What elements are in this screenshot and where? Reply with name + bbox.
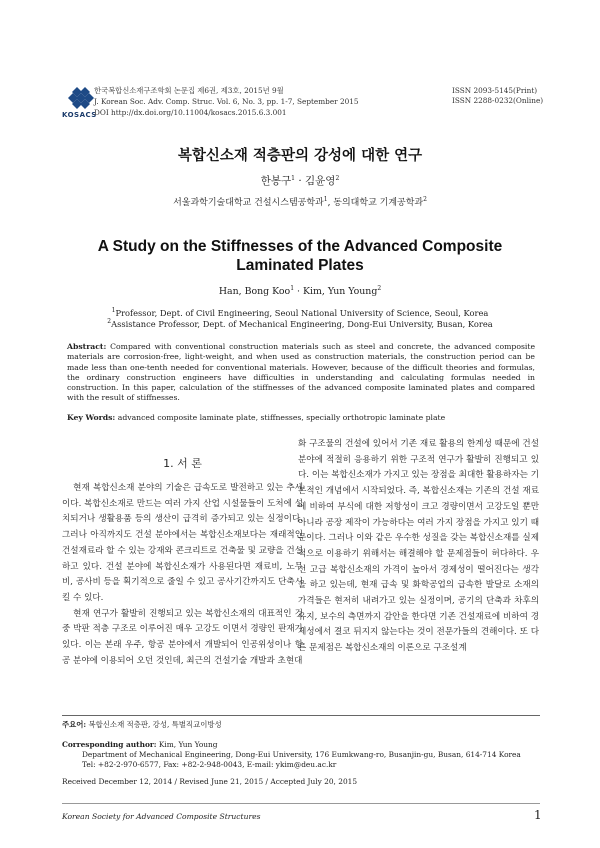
abstract-text: Compared with conventional construction materials such as steel and concrete, the advanced composite materials are corrosion-free, light-weight, and when used as construction materials, the construction period can be made less than one-tenth needed for conventional materials. However, because of the difficult theories and formulas, the ordinary construction engineers have difficulties in understanding and calculating formulas needed in construction. In this paper, calculation of the stiffnesses of the advanced composite laminated plates and compared with the result of stiffnesses.	[67, 342, 535, 403]
issn-online: ISSN 2288-0232(Online)	[452, 96, 544, 105]
author-2-ko: 김윤영	[305, 175, 336, 187]
received-dates: Received December 12, 2014 / Revised June 21, 2015 / Accepted July 20, 2015	[62, 777, 358, 786]
paragraph: 화 구조물의 건설에 있어서 기존 재료 활용의 한계성 때문에 건설 분야에 적절히 응용하기 위한 구조적 연구가 활발히 진행되고 있다. 이는 복합신소재가 가지고 있는 장점을 최대한 활용하자는 기본적인 개념에서 시작되었다. 즉, 복합신소재는 기존의 건설 재료에 비하여 부식에 대한 저항성이 크고 경량이면서 고강도일 뿐만 아니라 공장 제작이 가능하다는 여러 가지 장점을 가지고 있기 때문이다. 그러나 이와 같은 우수한 성질을 갖는 복합신소재를 실제적으로 이용하기 위해서는 해결해야 할 문제점들이 허다하다. 우선 고급 복합신소재의 가격이 높아서 경제성이 떨어진다는 생각을 하고 있는데, 현재 급속 및 화학공업의 급속한 발달로 소재의 가격들은 현저히 내려가고 있는 실정이며, 공기의 단축과 차후의 유지, 보수의 측면까지 감안을 한다면 기존 건설재료에 비하여 경제성에서 결코 뒤지지 않는다는 것이 전문가들의 견해이다. 또 다른 문제점은 복합신소재의 이론으로 구조설계	[298, 439, 539, 654]
keywords-label: Key Words:	[67, 413, 116, 422]
abstract-label: Abstract:	[67, 342, 107, 351]
corresponding-author: Corresponding author: Kim, Yun Young	[62, 740, 218, 749]
abstract	[67, 342, 535, 404]
page-number: 1	[534, 808, 542, 822]
footer-divider	[62, 803, 540, 804]
doi-link[interactable]: DOI http://dx.doi.org/10.11004/kosacs.2015.6.3.001	[94, 108, 287, 117]
corresponding-address: Department of Mechanical Engineering, Dong-Eui University, 176 Eumkwang-ro, Busanjin-gu, Busan, 614-714 Korea	[82, 750, 521, 759]
author-1-en: Han, Bong Koo	[218, 286, 291, 297]
affiliations-ko: 서울과학기술대학교 건설시스템공학과$^1$, 동의대학교 기계공학과$^2$	[173, 196, 427, 208]
paragraph: 현재 연구가 활발히 진행되고 있는 복합신소재의 대표적인 것 중 박판 적층 구조로 이루어진 매우 고강도 이면서 경량인 판재가 있다. 이는 본래 우주, 항공 분야에서 개발되어 인공위성이나 항공 분야에 이용되어 오던 것인데, 최근의 건설기술 개발과 초현대	[62, 608, 303, 666]
keywords	[67, 413, 535, 422]
author-2-en: Kim, Yun Young	[302, 286, 378, 297]
section-heading-introduction: 1. 서 론	[163, 457, 202, 470]
logo-text: KOSACS	[62, 111, 97, 119]
affiliation-en-2: $^2$Assistance Professor, Dept. of Mechanical Engineering, Dong-Eui University, Busan, Korea	[107, 318, 493, 329]
body-column-left	[62, 481, 303, 669]
body-column-right	[298, 437, 539, 657]
footnote-divider	[62, 715, 540, 716]
author-1-ko: 한봉구	[260, 175, 292, 187]
journal-name-en: J. Korean Soc. Adv. Comp. Struc. Vol. 6, No. 3, pp. 1-7, September 2015	[94, 97, 359, 106]
corresponding-contact: Tel: +82-2-970-6577, Fax: +82-2-948-0043, E-mail: ykim@deu.ac.kr	[82, 760, 337, 769]
paper-title-ko: 복합신소재 적층판의 강성에 대한 연구	[177, 148, 423, 164]
paper-title-en: A Study on the Stiffnesses of the Advanced Composite Laminated Plates	[97, 238, 503, 274]
paragraph: 현재 복합신소재 분야의 기술은 급속도로 발전하고 있는 추세이다. 복합신소재로 만드는 여러 가지 산업 시설물들이 도처에 설치되거나 생활용품 등의 생산이 급격히 증가되고 있는 실정이다. 그러나 아직까지도 건설 분야에서는 복합신소재보다는 재래적인 건설재료라 할 수 있는 강재와 콘크리트로 건축물 및 교량을 건설하고 있다. 건설 분야에 복합신소재가 사용된다면 재료비, 노무비, 공사비 등을 획기적으로 줄일 수 있고 공사기간까지도 단축시킬 수 있다.	[62, 483, 303, 603]
authors-ko: 한봉구$^1$ · 김윤영$^2$	[260, 175, 340, 187]
keywords-text: advanced composite laminate plate, stiffnesses, specially orthotropic laminate plate	[117, 413, 446, 422]
journal-name-ko: 한국복합신소재구조학회 논문집 제6권, 제3호, 2015년 9월	[94, 86, 284, 95]
footer-journal: Korean Society for Advanced Composite Structures	[62, 812, 261, 821]
issn-print: ISSN 2093-5145(Print)	[452, 86, 538, 95]
korean-keywords: 주요어: 복합신소재 적층판, 강성, 특별직교이방성	[62, 720, 222, 729]
authors-en: Han, Bong Koo$^1$ · Kim, Yun Young$^2$	[218, 285, 382, 297]
affiliation-en-1: $^1$Professor, Dept. of Civil Engineering, Seoul National University of Science, Seoul, Korea	[111, 307, 489, 318]
